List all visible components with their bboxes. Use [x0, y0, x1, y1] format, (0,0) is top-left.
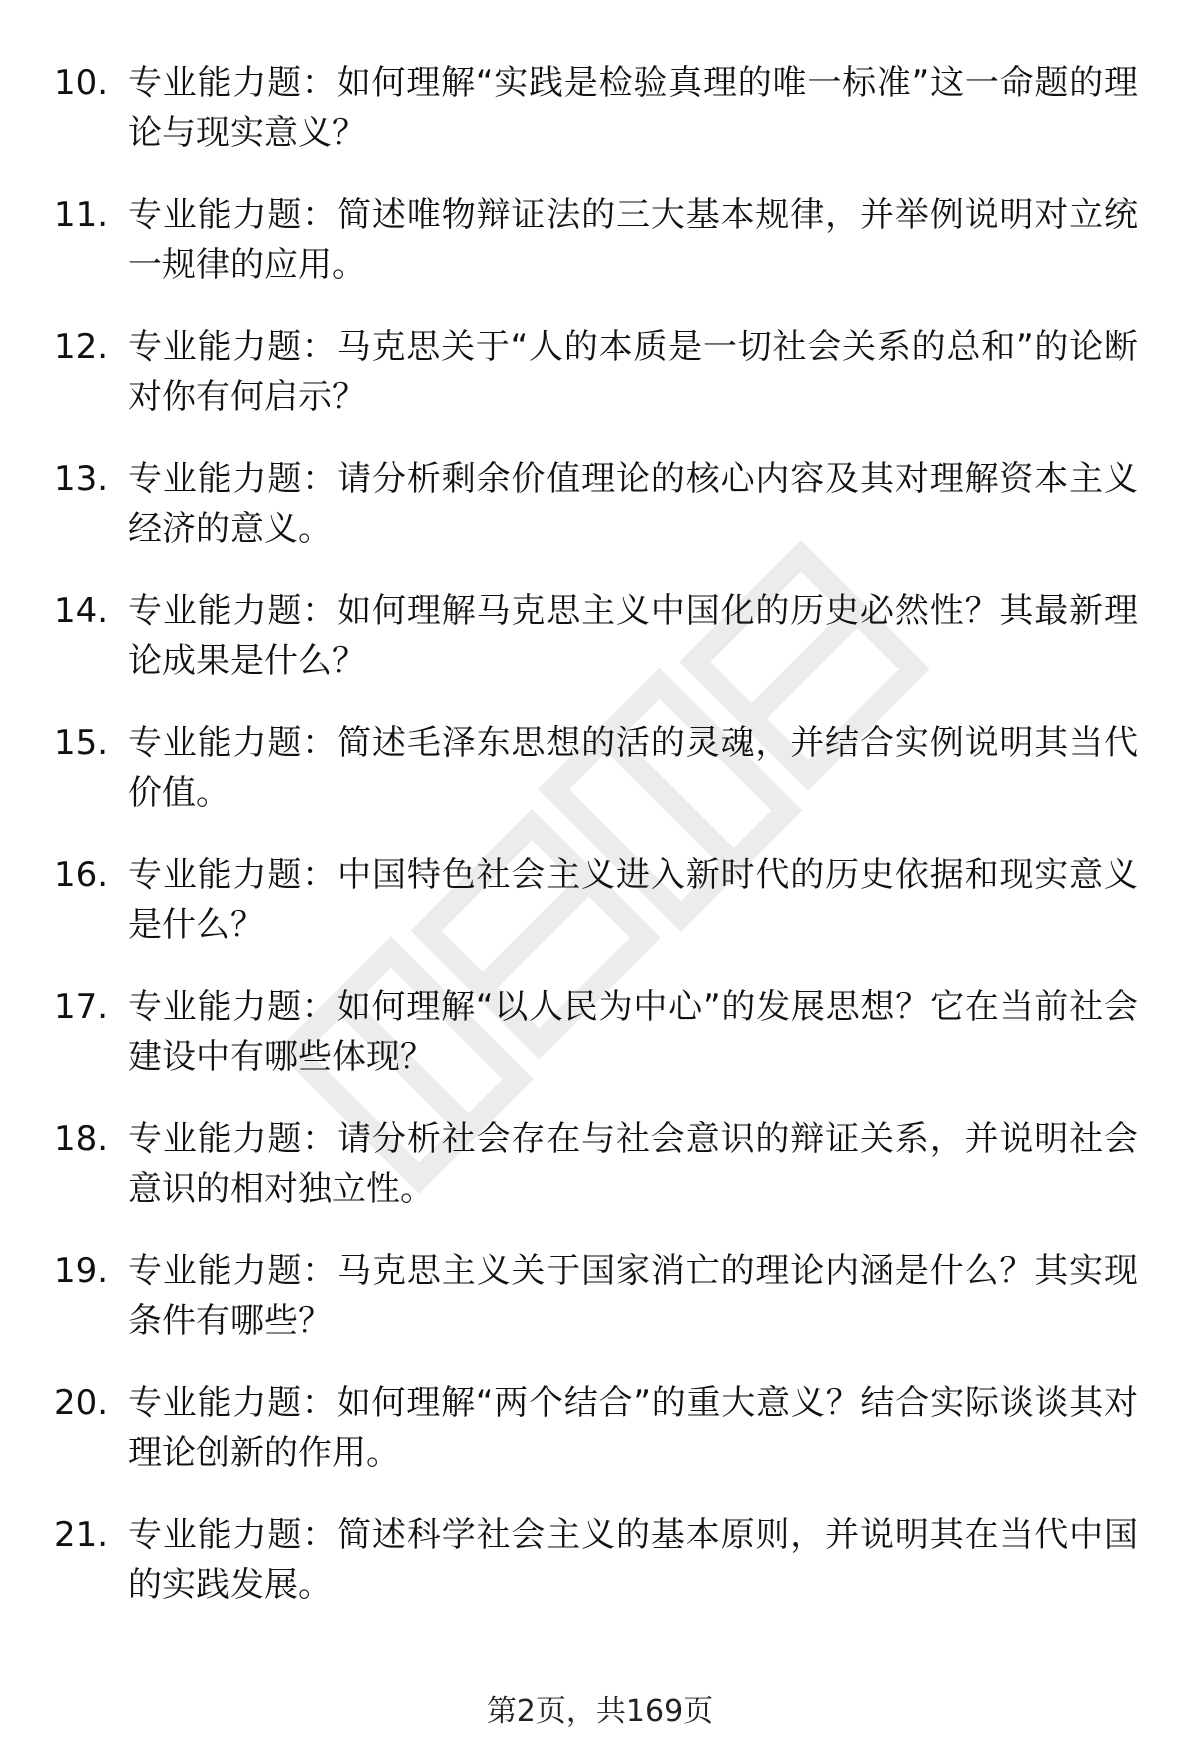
question-number: 21.: [54, 1515, 109, 1555]
question-text: 专业能力题：请分析剩余价值理论的核心内容及其对理解资本主义经济的意义。: [128, 459, 1138, 549]
question-number: 13.: [54, 459, 109, 499]
question-text: 专业能力题：马克思关于“人的本质是一切社会关系的总和”的论断对你有何启示？: [128, 327, 1138, 417]
question-item: [0, 58, 1200, 190]
question-number: 15.: [54, 723, 109, 763]
question-number: 20.: [54, 1383, 109, 1423]
question-number: 18.: [54, 1119, 109, 1159]
question-text: 专业能力题：如何理解“以人民为中心”的发展思想？它在当前社会建设中有哪些体现？: [128, 987, 1138, 1077]
question-item: [0, 586, 1200, 718]
question-text: 专业能力题：如何理解“实践是检验真理的唯一标准”这一命题的理论与现实意义？: [128, 63, 1138, 153]
question-item: [0, 982, 1200, 1114]
question-item: [0, 1114, 1200, 1246]
question-number: 11.: [54, 195, 109, 235]
question-text: 专业能力题：简述唯物辩证法的三大基本规律，并举例说明对立统一规律的应用。: [128, 195, 1138, 285]
question-number: 16.: [54, 855, 109, 895]
question-item: [0, 1510, 1200, 1642]
question-item: [0, 454, 1200, 586]
question-number: 19.: [54, 1251, 109, 1291]
question-item: [0, 190, 1200, 322]
question-number: 12.: [54, 327, 109, 367]
question-text: 专业能力题：中国特色社会主义进入新时代的历史依据和现实意义是什么？: [128, 855, 1138, 945]
question-item: [0, 1378, 1200, 1510]
question-text: 专业能力题：如何理解马克思主义中国化的历史必然性？其最新理论成果是什么？: [128, 591, 1138, 681]
question-list: [0, 58, 1200, 1642]
question-text: 专业能力题：如何理解“两个结合”的重大意义？结合实际谈谈其对理论创新的作用。: [128, 1383, 1138, 1473]
question-number: 14.: [54, 591, 109, 631]
question-item: [0, 718, 1200, 850]
question-text: 专业能力题：简述毛泽东思想的活的灵魂，并结合实例说明其当代价值。: [128, 723, 1138, 813]
page-number-footer: 第2页，共169页: [486, 1694, 714, 1729]
question-text: 专业能力题：马克思主义关于国家消亡的理论内涵是什么？其实现条件有哪些？: [128, 1251, 1138, 1341]
question-text: 专业能力题：请分析社会存在与社会意识的辩证关系，并说明社会意识的相对独立性。: [128, 1119, 1138, 1209]
question-item: [0, 322, 1200, 454]
question-number: 10.: [54, 63, 109, 103]
question-item: [0, 1246, 1200, 1378]
question-number: 17.: [54, 987, 109, 1027]
question-text: 专业能力题：简述科学社会主义的基本原则，并说明其在当代中国的实践发展。: [128, 1515, 1138, 1605]
question-item: [0, 850, 1200, 982]
